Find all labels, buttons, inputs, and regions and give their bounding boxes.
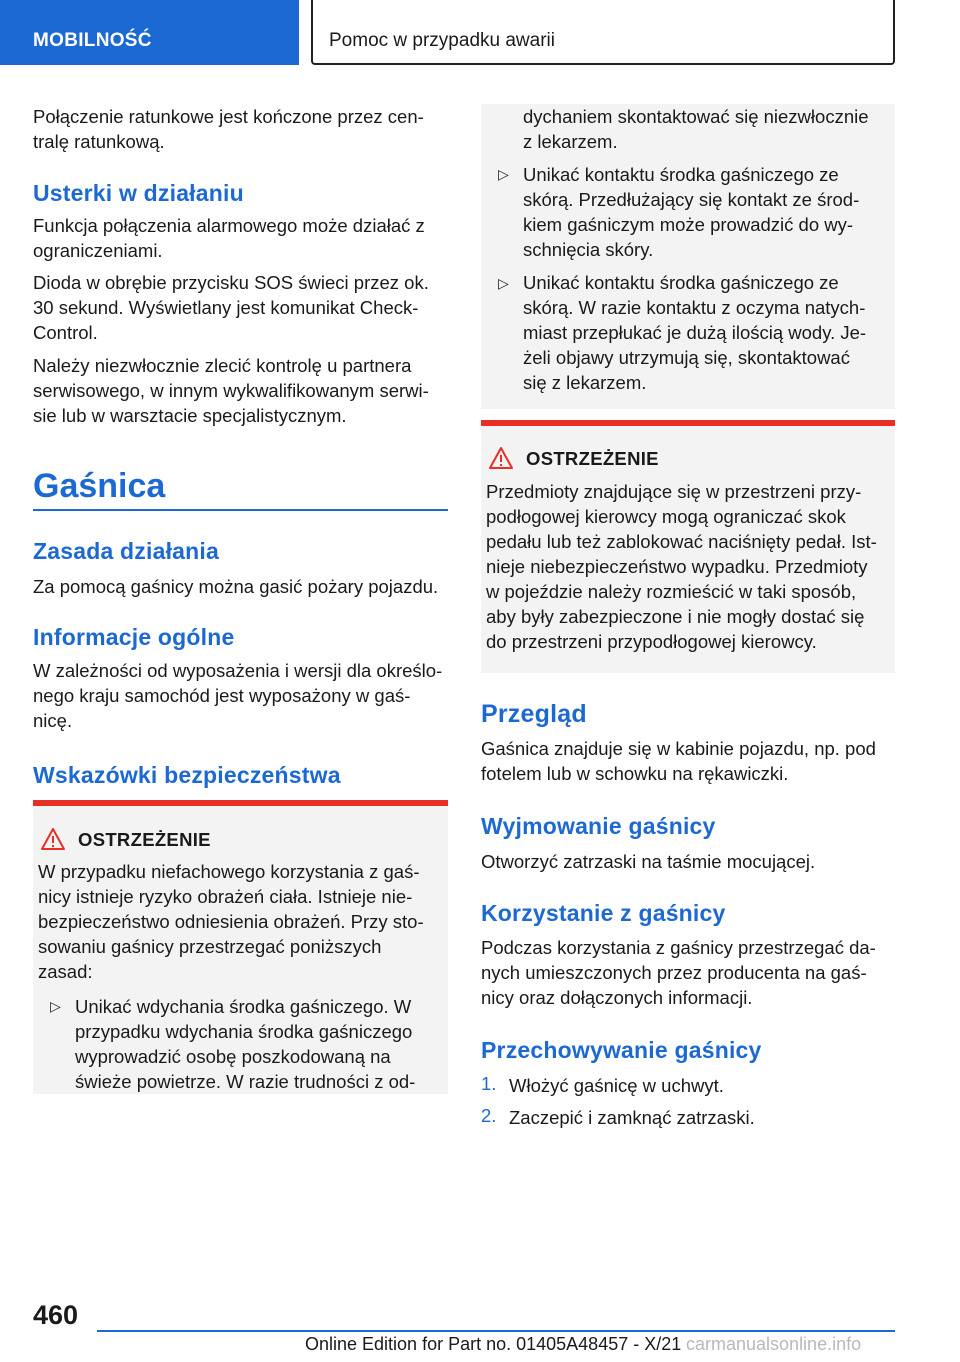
footer-rule (97, 1330, 895, 1332)
usterki-paragraph-1: Funkcja połączenia alarmowego może działać z ograniczeniami. (33, 215, 425, 261)
warning-title: OSTRZEŻENIE (526, 448, 659, 469)
heading-wskazowki: Wskazówki bezpieczeństwa (33, 762, 341, 788)
step-text: Włożyć gaśnicę w uchwyt. (509, 1075, 724, 1096)
warning-triangle-icon (40, 827, 66, 851)
przeglad-paragraph: Gaśnica znajduje się w kabinie pojazdu, np. pod fotelem lub w schowku na rękawiczki. (481, 738, 876, 784)
usterki-paragraph-3: Należy niezwłocznie zlecić kontrolę u partnera serwisowego, w innym wykwalifikowanym serwi- sie lub w warsztacie specjalistycznym. (33, 355, 429, 426)
bullet-text: Unikać wdychania środka gaśniczego. W przypadku wdychania środka gaśniczego wyprowadzić osobę poszkodowaną na świeże powietrze. W razie trudności z od- (75, 996, 416, 1092)
bullet-icon: ▷ (50, 998, 61, 1014)
bullet-continuation: dychaniem skontaktować się niezwłocznie z lekarzem. (523, 106, 869, 152)
step-number: 2. (481, 1105, 497, 1126)
informacje-paragraph: W zależności od wyposażenia i wersji dla określo- nego kraju samochód jest wyposażony w gaś- nicę. (33, 660, 443, 731)
step-text: Zaczepić i zamknąć zatrzaski. (509, 1107, 755, 1128)
section-title: MOBILNOŚĆ (33, 30, 152, 51)
korzystanie-paragraph: Podczas korzystania z gaśnicy przestrzegać da- nych umieszczonych przez producenta na gaś- nicy oraz dołączonych informacji. (481, 937, 876, 1008)
usterki-paragraph-2: Dioda w obrębie przycisku SOS świeci przez ok. 30 sekund. Wyświetlany jest komunikat Check- Control. (33, 272, 429, 343)
heading-usterki: Usterki w działaniu (33, 180, 244, 206)
heading-przeglad: Przegląd (481, 700, 587, 728)
heading-zasada: Zasada działania (33, 538, 219, 564)
wyjmowanie-paragraph: Otworzyć zatrzaski na taśmie mocującej. (481, 851, 816, 872)
zasada-paragraph: Za pomocą gaśnicy można gasić pożary pojazdu. (33, 576, 439, 597)
step-number: 1. (481, 1073, 497, 1094)
intro-paragraph: Połączenie ratunkowe jest kończone przez cen- tralę ratunkową. (33, 106, 424, 152)
heading-gasnica: Gaśnica (33, 467, 166, 505)
bullet-icon: ▷ (498, 275, 509, 291)
bullet-text: Unikać kontaktu środka gaśniczego ze skórą. Przedłużający się kontakt ze środ- kiem gaśniczym może prowadzić do wy- schnięcia skóry. (523, 164, 860, 260)
heading-informacje: Informacje ogólne (33, 624, 235, 650)
warning-triangle-icon (488, 446, 514, 470)
chapter-tab (311, 0, 895, 65)
chapter-title: Pomoc w przypadku awarii (329, 30, 555, 51)
heading-przechowywanie: Przechowywanie gaśnicy (481, 1037, 762, 1063)
heading-korzystanie: Korzystanie z gaśnicy (481, 900, 726, 926)
bullet-icon: ▷ (498, 166, 509, 182)
watermark: carmanualsonline.info (686, 1334, 862, 1354)
heading-wyjmowanie: Wyjmowanie gaśnicy (481, 813, 716, 839)
warning-text: W przypadku niefachowego korzystania z gaś- nicy istnieje ryzyko obrażeń ciała. Istnieje nie- bezpieczeństwo odniesienia obrażeń. Przy sto- sowaniu gaśnicy przestrzegać poniższych zasad: (38, 861, 424, 982)
warning-title: OSTRZEŻENIE (78, 829, 211, 850)
bullet-text: Unikać kontaktu środka gaśniczego ze skórą. W razie kontaktu z oczyma natych- miast przepłukać je dużą ilością wody. Je- żeli objawy utrzymują się, skontaktować się z lekarzem. (523, 272, 867, 393)
page-number: 460 (33, 1300, 79, 1330)
heading-rule (33, 509, 448, 511)
section-tab (0, 0, 299, 65)
footer-edition: Online Edition for Part no. 01405A48457 - X/21 (305, 1334, 682, 1354)
warning-text: Przedmioty znajdujące się w przestrzeni przy- podłogowej kierowcy mogą ograniczać skok pedału lub też zablokować naciśnięty pedał. Ist- nieje niebezpieczeństwo wypadku. Przedmioty w pojeździe należy rozmieścić w taki sposób, aby były zabezpieczone i nie mogły dostać się do przestrzeni przypodłogowej kierowcy. (486, 481, 877, 652)
